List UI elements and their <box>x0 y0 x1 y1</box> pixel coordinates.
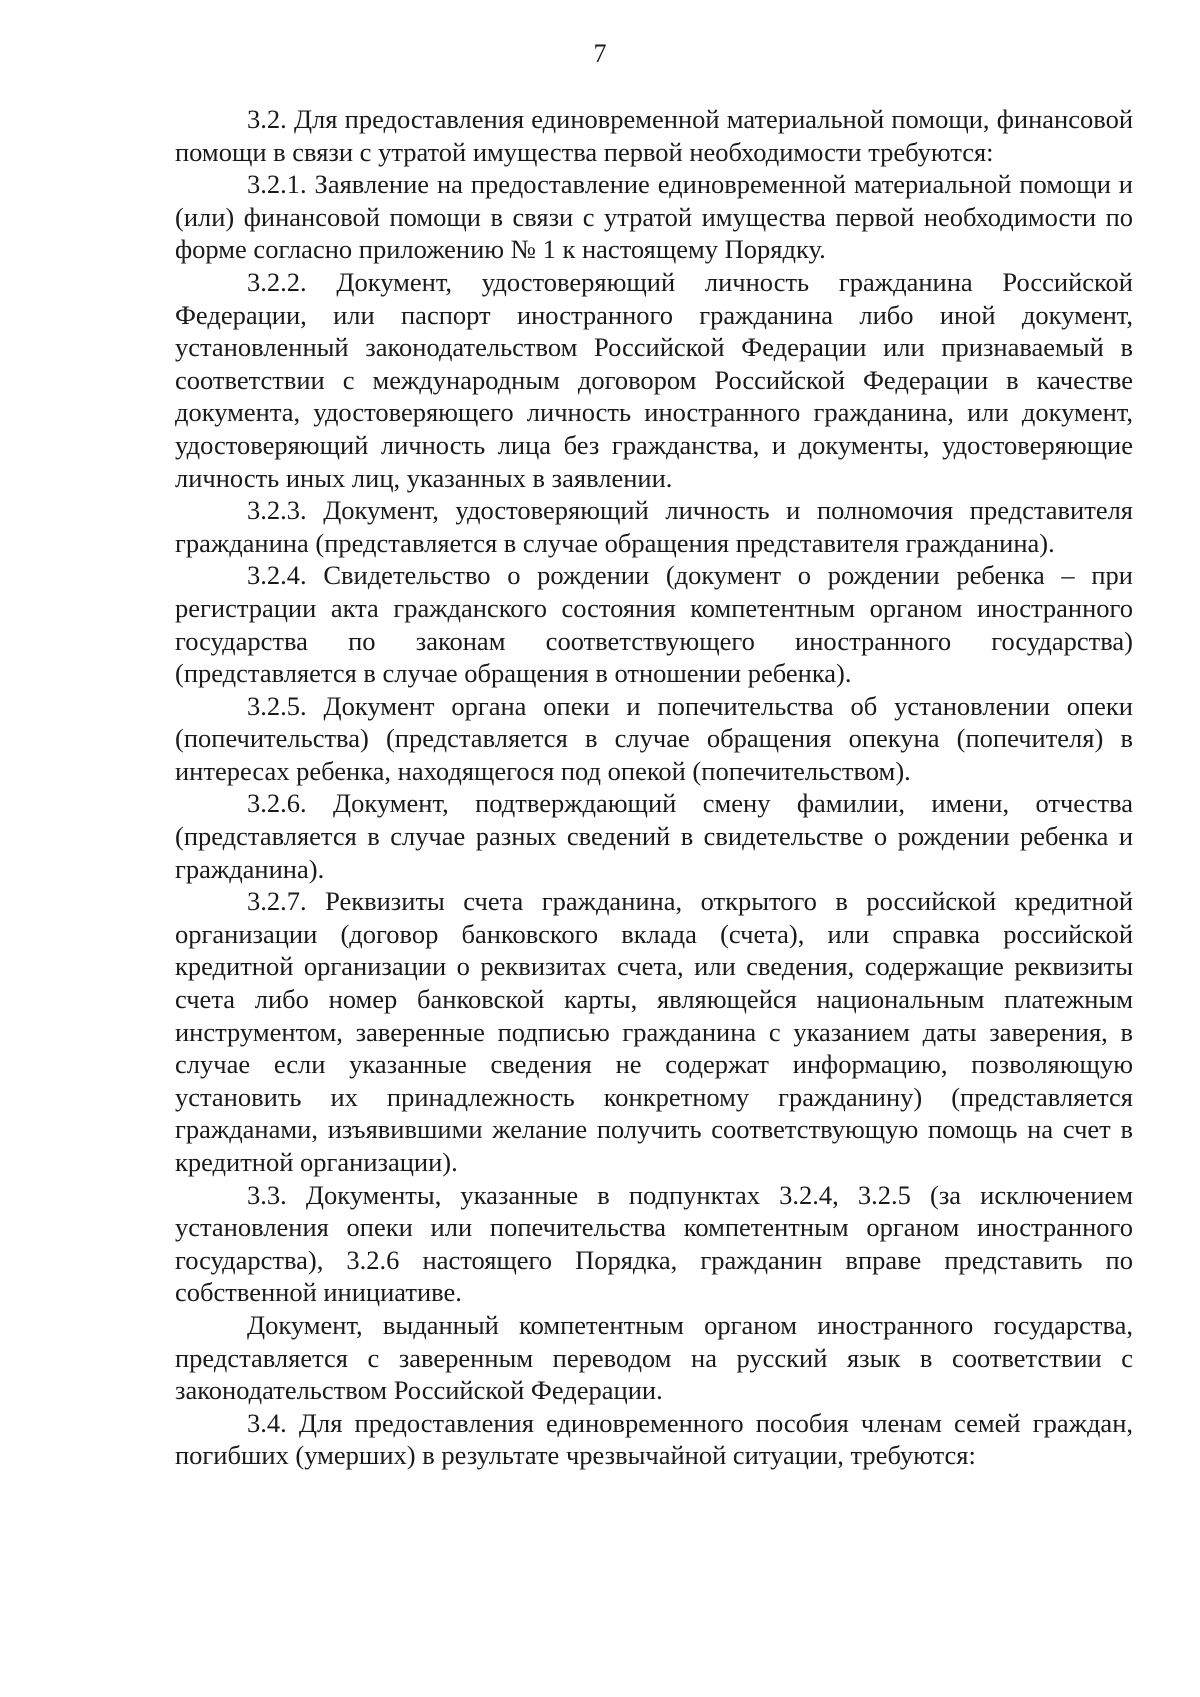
paragraph-3-2-4: 3.2.4. Свидетельство о рождении (документ о рождении ребенка – при регистрации акта гражданского состояния компетентным органом иностранного государства по законам соответствующего иностранного государства) (представляется в случае обращения в отношении ребенка). <box>175 560 1133 689</box>
page-number: 7 <box>593 39 607 68</box>
paragraph-3-3: 3.3. Документы, указанные в подпунктах 3.2.4, 3.2.5 (за исключением установления опеки или попечительства компетентным органом иностранного государства), 3.2.6 настоящего Порядка, гражданин вправе представить по собственной инициативе. <box>175 1179 1133 1308</box>
paragraph-3-2-6: 3.2.6. Документ, подтверждающий смену фамилии, имени, отчества (представляется в случае разных сведений в свидетельстве о рождении ребенка и гражданина). <box>175 788 1133 884</box>
paragraph-3-2-2: 3.2.2. Документ, удостоверяющий личность гражданина Российской Федерации, или паспорт иностранного гражданина либо иной документ, установленный законодательством Российской Федерации или признаваемый в соответствии с международным договором Российской Федерации в качестве документа, удостоверяющего личность иностранного гражданина, или документ, удостоверяющий личность лица без гражданства, и документы, удостоверяющие личность иных лиц, указанных в заявлении. <box>175 266 1133 493</box>
paragraph-3-4: 3.4. Для предоставления единовременного пособия членам семей граждан, погибших (умерших) в результате чрезвычайной ситуации, требуются: <box>175 1407 1133 1471</box>
paragraph-3-2-7: 3.2.7. Реквизиты счета гражданина, открытого в российской кредитной организации (договор банковского вклада (счета), или справка российской кредитной организации о реквизитах счета, или сведения, содержащие реквизиты счета либо номер банковской карты, являющейся национальным платежным инструментом, заверенные подписью гражданина с указанием даты заверения, в случае если указанные сведения не содержат информацию, позволяющую установить их принадлежность конкретному гражданину) (представляется гражданами, изъявившими желание получить соответствующую помощь на счет в кредитной организации). <box>175 886 1133 1177</box>
paragraph-3-2-3: 3.2.3. Документ, удостоверяющий личность и полномочия представителя гражданина (представляется в случае обращения представителя гражданина). <box>175 495 1133 558</box>
paragraph-3-2-1: 3.2.1. Заявление на предоставление единовременной материальной помощи и (или) финансовой помощи в связи с утратой имущества первой необходимости по форме согласно приложению № 1 к настоящему Порядку. <box>175 169 1133 265</box>
paragraph-3-3-foreign-document: Документ, выданный компетентным органом иностранного государства, представляется с заверенным переводом на русский язык в соответствии с законодательством Российской Федерации. <box>175 1309 1133 1406</box>
paragraph-3-2: 3.2. Для предоставления единовременной материальной помощи, финансовой помощи в связи с утратой имущества первой необходимости требуются: <box>175 104 1133 167</box>
document-body <box>175 103 1133 1472</box>
paragraph-3-2-5: 3.2.5. Документ органа опеки и попечительства об установлении опеки (попечительства) (представляется в случае обращения опекуна (попечителя) в интересах ребенка, находящегося под опекой (попечительством). <box>175 690 1133 786</box>
